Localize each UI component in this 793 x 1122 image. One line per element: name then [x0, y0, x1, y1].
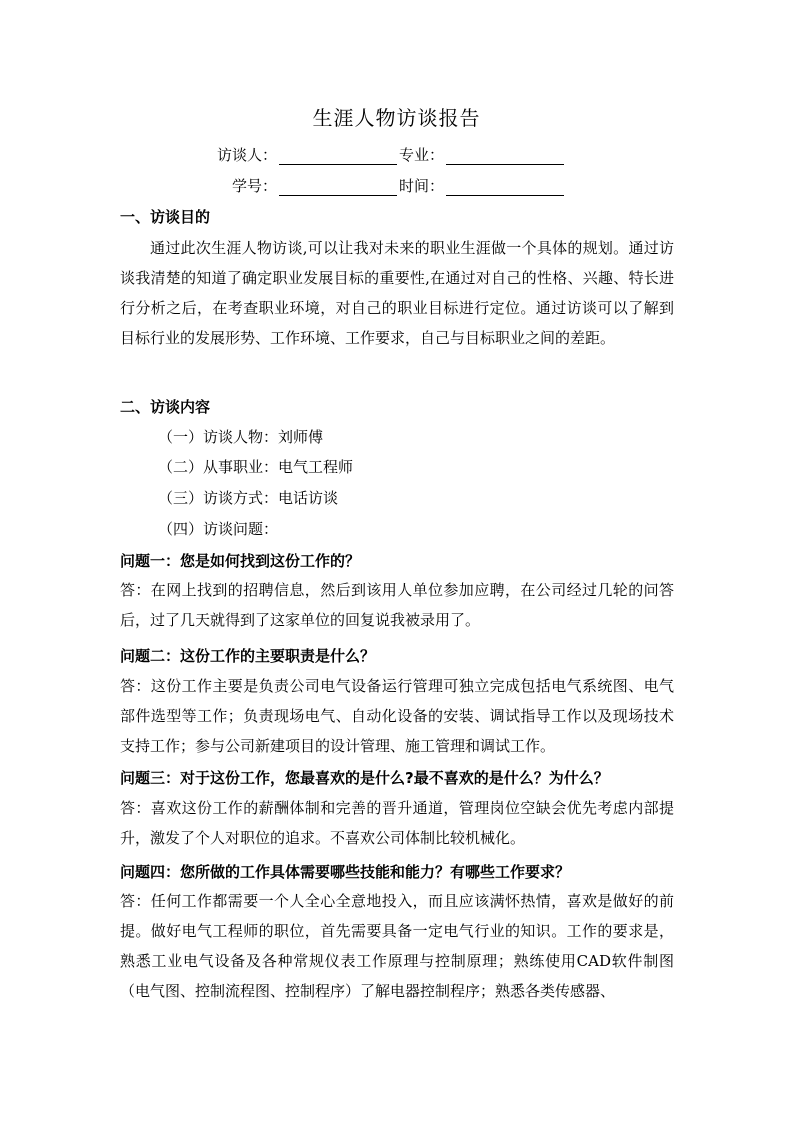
interviewer-major-row [217, 145, 566, 165]
student-id-time-row [232, 176, 566, 196]
student-id-blank[interactable] [279, 179, 397, 196]
list-item-method: （三）访谈方式：电话访谈 [158, 489, 339, 507]
question-4: 问题四：您所做的工作具体需要哪些技能和能力？有哪些工作要求？ [120, 863, 571, 881]
time-label: 时间： [399, 177, 445, 195]
question-1: 问题一：您是如何找到这份工作的？ [120, 552, 361, 570]
list-item-occupation: （二）从事职业：电气工程师 [158, 458, 354, 476]
interviewer-blank[interactable] [279, 148, 397, 165]
time-blank[interactable] [446, 179, 564, 196]
purpose-paragraph: 通过此次生涯人物访谈,可以让我对未来的职业生涯做一个具体的规划。通过访谈我清楚的知道了确定职业发展目标的重要性,在通过对自己的性格、兴趣、特长进行分析之后，在考查职业环境，对自己的职业目标进行定位。通过访谈可以了解到目标行业的发展形势、工作环境、工作要求，自己与目标职业之间的差距。 [120, 239, 674, 347]
page-title: 生涯人物访谈报告 [312, 106, 481, 130]
major-blank[interactable] [446, 148, 564, 165]
question-2: 问题二：这份工作的主要职责是什么？ [120, 647, 376, 665]
answer-1: 答：在网上找到的招聘信息，然后到该用人单位参加应聘，在公司经过几轮的问答后，过了几天就得到了这家单位的回复说我被录用了。 [120, 581, 674, 629]
student-id-label: 学号： [232, 177, 278, 195]
list-item-person: （一）访谈人物：刘师傅 [158, 428, 324, 446]
answer-4: 答：任何工作都需要一个人全心全意地投入，而且应该满怀热情，喜欢是做好的前提。做好电气工程师的职位，首先需要具备一定电气行业的知识。工作的要求是，熟悉工业电气设备及各种常规仪表工作原理与控制原理；熟练使用CAD软件制图（电气图、控制流程图、控制程序）了解电器控制程序；熟悉各类传感器、 [120, 892, 674, 1000]
list-item-questions: （四）访谈问题： [158, 520, 279, 538]
interviewer-label: 访谈人： [217, 146, 278, 164]
content-heading: 二、访谈内容 [120, 398, 211, 416]
question-3: 问题三：对于这份工作，您最喜欢的是什么?最不喜欢的是什么？为什么？ [120, 769, 609, 787]
purpose-heading: 一、访谈目的 [120, 208, 211, 226]
answer-3: 答：喜欢这份工作的薪酬体制和完善的晋升通道，管理岗位空缺会优先考虑内部提升，激发了个人对职位的追求。不喜欢公司体制比较机械化。 [120, 799, 674, 847]
answer-2: 答：这份工作主要是负责公司电气设备运行管理可独立完成包括电气系统图、电气部件选型等工作；负责现场电气、自动化设备的安装、调试指导工作以及现场技术支持工作；参与公司新建项目的设计管理、施工管理和调试工作。 [120, 677, 674, 755]
major-label: 专业： [399, 146, 445, 164]
